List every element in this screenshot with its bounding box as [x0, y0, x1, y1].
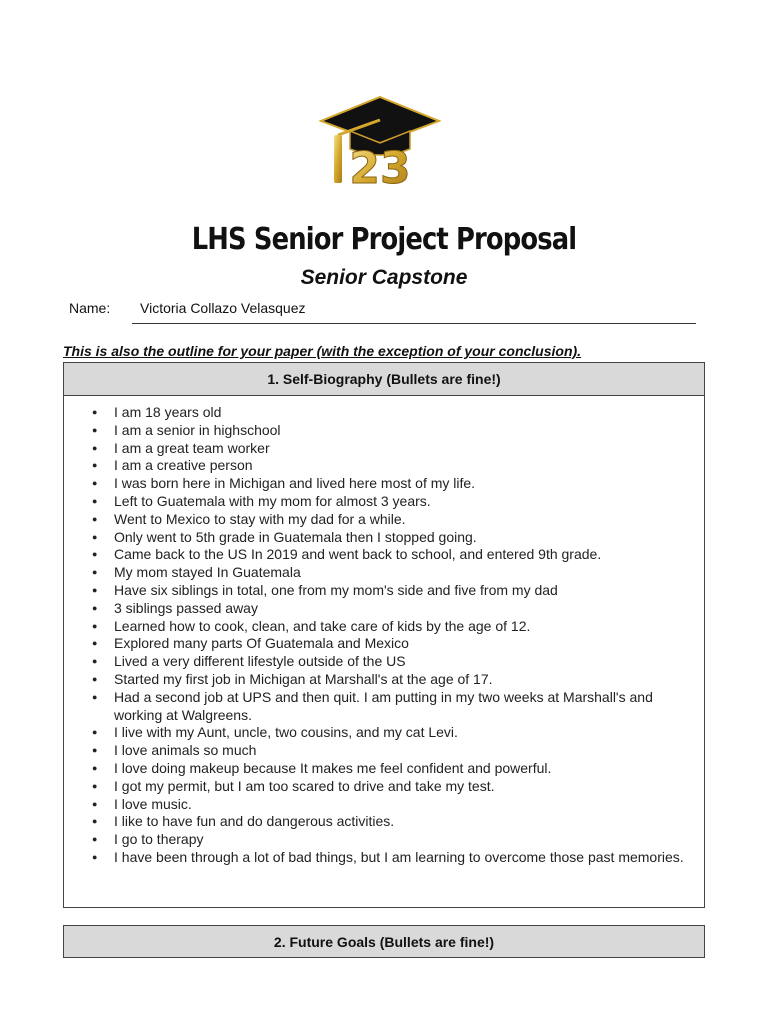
list-item: ● I got my permit, but I am too scared to drive and take my test. [64, 778, 704, 796]
list-item: ● Started my first job in Michigan at Marshall's at the age of 17. [64, 671, 704, 689]
graduation-cap-icon [318, 95, 442, 191]
name-field[interactable]: Victoria Collazo Velasquez [140, 300, 306, 316]
list-item: ● I am a great team worker [64, 440, 704, 458]
list-item: ● Explored many parts Of Guatemala and Mexico [64, 635, 704, 653]
list-item: ● I am a senior in highschool [64, 422, 704, 440]
list-item: ● I live with my Aunt, uncle, two cousins, and my cat Levi. [64, 724, 704, 742]
list-item: ● 3 siblings passed away [64, 600, 704, 618]
list-item: ● Lived a very different lifestyle outside of the US [64, 653, 704, 671]
list-item: ● I am a creative person [64, 457, 704, 475]
list-item: ● Only went to 5th grade in Guatemala then I stopped going. [64, 529, 704, 547]
future-goals-section [63, 925, 705, 958]
page-subtitle: Senior Capstone [300, 266, 468, 289]
page-title: LHS Senior Project Proposal [191, 222, 577, 257]
graduation-cap-23-logo [318, 95, 442, 191]
list-item: ● I love doing makeup because It makes me feel confident and powerful. [64, 760, 704, 778]
list-item: ● I was born here in Michigan and lived here most of my life. [64, 475, 704, 493]
section-header: 1. Self-Biography (Bullets are fine!) [64, 363, 704, 396]
list-item: ● Came back to the US In 2019 and went back to school, and entered 9th grade. [64, 546, 704, 564]
self-biography-section [63, 362, 705, 908]
logo-number: 23 [349, 143, 411, 191]
bullet-list [64, 396, 704, 867]
list-item: ● Learned how to cook, clean, and take care of kids by the age of 12. [64, 618, 704, 636]
list-item: ● Have six siblings in total, one from my mom's side and five from my dad [64, 582, 704, 600]
list-item: ● I love animals so much [64, 742, 704, 760]
outline-note: This is also the outline for your paper (with the exception of your conclusion). [63, 343, 582, 359]
list-item: ● I have been through a lot of bad things, but I am learning to overcome those past memories. [64, 849, 704, 867]
list-item: ● Had a second job at UPS and then quit. I am putting in my two weeks at Marshall's and working at Walgreens. [64, 689, 704, 725]
name-underline [132, 323, 696, 324]
list-item: ● I love music. [64, 796, 704, 814]
list-item: ● I go to therapy [64, 831, 704, 849]
list-item: ● Left to Guatemala with my mom for almost 3 years. [64, 493, 704, 511]
list-item: ● Went to Mexico to stay with my dad for a while. [64, 511, 704, 529]
section-header: 2. Future Goals (Bullets are fine!) [64, 926, 704, 957]
list-item: ● My mom stayed In Guatemala [64, 564, 704, 582]
name-label: Name: [69, 300, 111, 316]
list-item: ● I like to have fun and do dangerous activities. [64, 813, 704, 831]
list-item: ● I am 18 years old [64, 404, 704, 422]
